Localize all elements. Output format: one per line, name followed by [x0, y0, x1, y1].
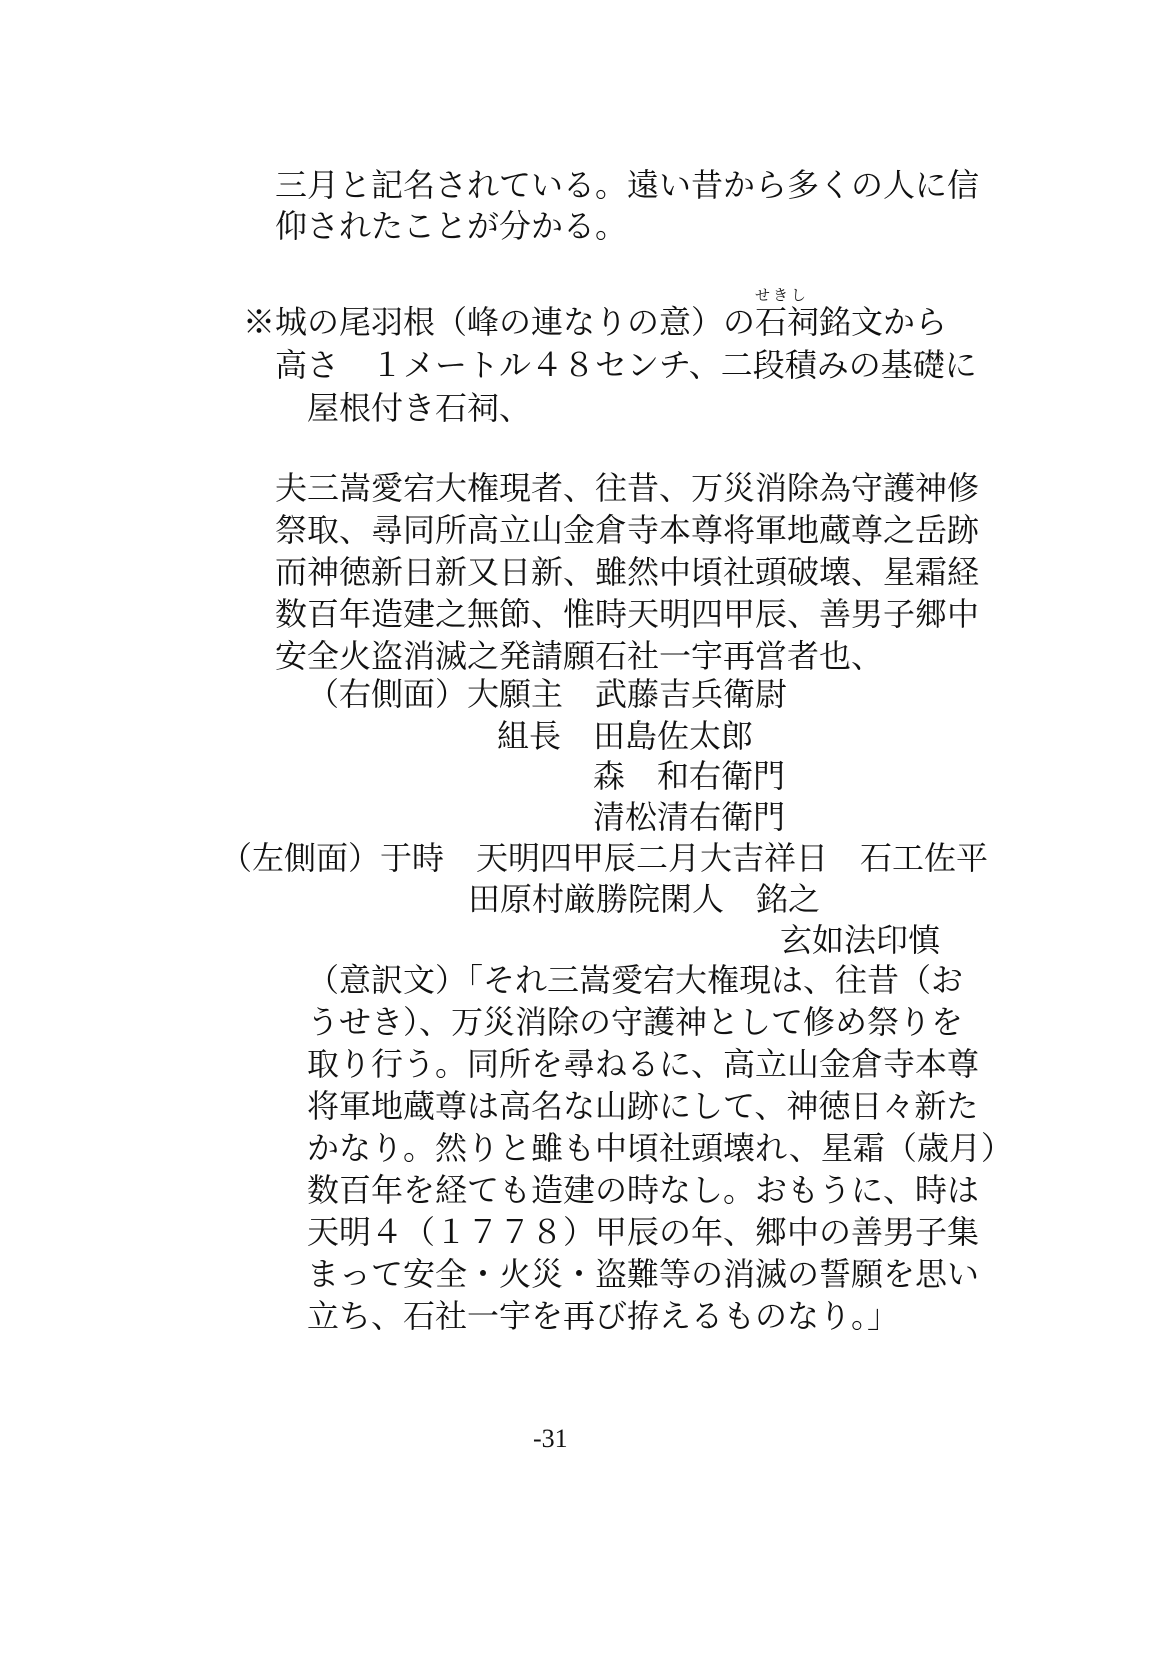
translation-line: かなり。然りと雖も中頃社頭壊れ、星霜（歳月） — [307, 1129, 1013, 1167]
right-side-line-1: （右側面）大願主 武藤吉兵衛尉 — [307, 675, 788, 713]
translation-line: （意訳文）「それ三嵩愛宕大権現は、往昔（お — [307, 961, 964, 999]
translation-line: 数百年を経ても造建の時なし。おもうに、時は — [307, 1171, 980, 1209]
inscription-line: 而神徳新日新又日新、雖然中頃社頭破壊、星霜経 — [275, 553, 980, 591]
description-line-2: 屋根付き石祠、 — [307, 389, 532, 427]
inscription-line: 夫三嵩愛宕大権現者、往昔、万災消除為守護神修 — [275, 469, 980, 507]
translation-line: 取り行う。同所を尋ねるに、高立山金倉寺本尊 — [307, 1045, 980, 1083]
page-number: -31 — [533, 1424, 568, 1453]
translation-line: まって安全・火災・盗難等の消滅の誓願を思い — [307, 1255, 980, 1293]
translation-line: うせき）、万災消除の守護神として修め祭りを — [307, 1003, 964, 1041]
right-side-line-4: 清松清右衛門 — [593, 798, 786, 836]
heading-ruby: せきし — [755, 286, 810, 304]
left-side-line-2: 田原村厳勝院閑人 銘之 — [468, 880, 821, 918]
inscription-line: 数百年造建之無節、惟時天明四甲辰、善男子郷中 — [275, 595, 980, 633]
inscription-line: 祭取、尋同所高立山金倉寺本尊将軍地蔵尊之岳跡 — [275, 511, 980, 549]
inscription-line: 安全火盗消滅之発請願石社一宇再営者也、 — [275, 637, 884, 675]
left-side-line-3: 玄如法印慎 — [780, 921, 941, 959]
translation-line: 将軍地蔵尊は高名な山跡にして、神徳日々新た — [307, 1087, 979, 1125]
heading-line: ※城の尾羽根（峰の連なりの意）の石祠銘文から — [243, 303, 948, 341]
translation-line: 天明４（１７７８）甲辰の年、郷中の善男子集 — [307, 1213, 980, 1251]
intro-line-1: 三月と記名されている。遠い昔から多くの人に信 — [275, 166, 980, 204]
intro-line-2: 仰されたことが分かる。 — [275, 207, 628, 245]
right-side-line-2: 組長 田島佐太郎 — [497, 717, 754, 755]
right-side-line-3: 森 和右衛門 — [593, 757, 786, 795]
left-side-line-1: （左側面）于時 天明四甲辰二月大吉祥日 石工佐平 — [220, 839, 989, 877]
description-line-1: 高さ １メートル４８センチ、二段積みの基礎に — [275, 346, 977, 384]
translation-line: 立ち、石社一宇を再び拵えるものなり。」 — [307, 1297, 900, 1335]
